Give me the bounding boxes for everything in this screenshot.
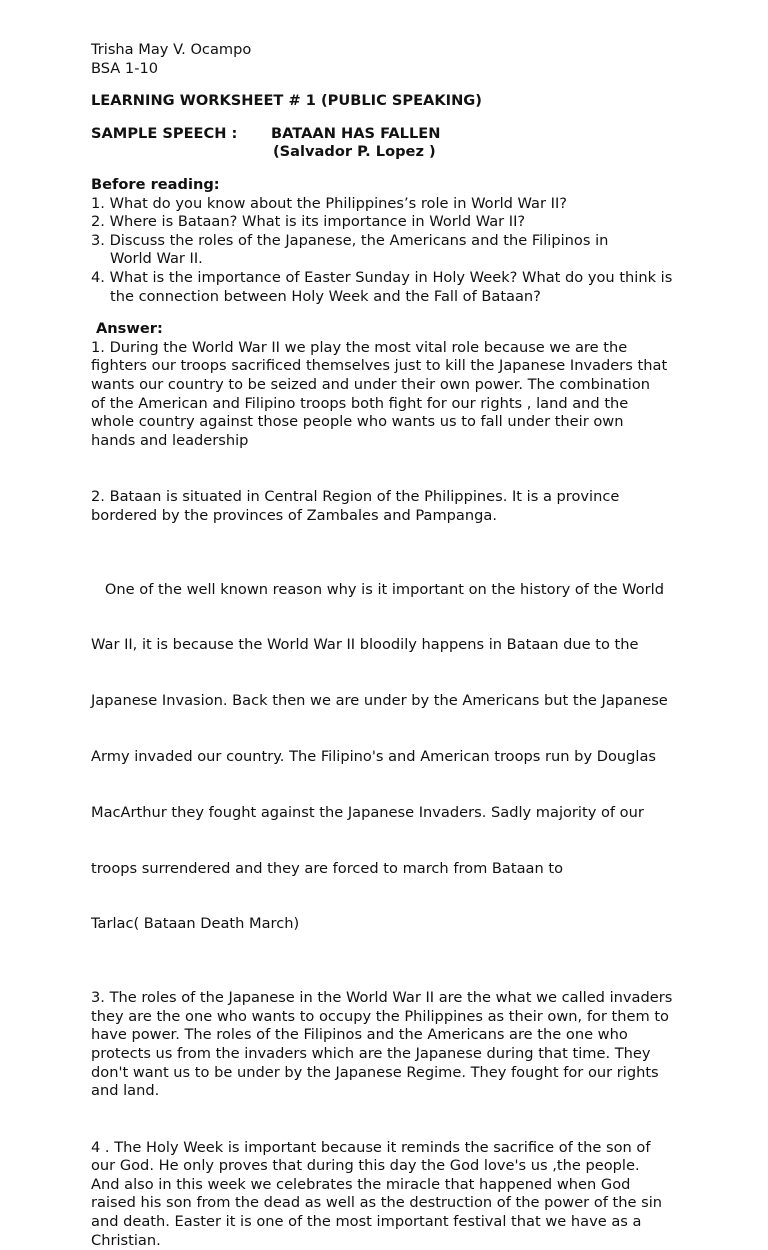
question-1: 1. What do you know about the Philippines’s role in World War II? [91,194,567,212]
answer-2-paragraph-1 [91,488,731,525]
answer-4-line: And also in this week we celebrates the miracle that happened when God [91,1175,631,1193]
sample-speech-label: SAMPLE SPEECH : [91,124,238,142]
answer-section [91,320,731,1250]
answer-heading: Answer: [96,320,163,338]
answer-1-line: wants our country to be seized and under their own power. The combination [91,375,651,393]
answer-1-line: of the American and Filipino troops both fight for our rights , land and the [91,394,629,412]
answer-3-line: and land. [91,1082,160,1100]
answer-1-line: 1. During the World War II we play the most vital role because we are the [91,338,628,356]
answer-2-line: Japanese Invasion. Back then we are under by the Americans but the Japanese [91,692,668,710]
answer-3-line: 3. The roles of the Japanese in the World War II are the what we called invaders [91,989,673,1007]
question-2: 2. Where is Bataan? What is its importance in World War II? [91,213,526,231]
answer-1-line: whole country against those people who wants us to fall under their own [91,413,624,431]
answer-2-line: Army invaded our country. The Filipino's and American troops run by Douglas [91,748,657,765]
answer-2-line: One of the well known reason why is it important on the history of the World [91,580,664,598]
question-4-line-1: 4. What is the importance of Easter Sunday in Holy Week? What do you think is [91,268,673,286]
question-3-line-2: World War II. [110,250,203,268]
answer-1-line: fighters our troops sacrificed themselves just to kill the Japanese Invaders that [91,357,668,375]
answer-3-line: they are the one who wants to occupy the Philippines as their own, for them to [91,1007,669,1025]
answer-4-line: and death. Easter it is one of the most important festival that we have as a [91,1213,642,1231]
answer-1-line: hands and leadership [91,431,249,449]
answer-4-line: our God. He only proves that during this day the God love's us ,the people. [91,1157,640,1175]
question-4-line-2: the connection between Holy Week and the Fall of Bataan? [110,287,541,305]
answer-2-line: bordered by the provinces of Zambales and Pampanga. [91,506,497,524]
sample-speech-row [91,125,731,144]
student-name: Trisha May V. Ocampo [91,41,252,58]
question-3-line-1: 3. Discuss the roles of the Japanese, the Americans and the Filipinos in [91,231,609,249]
answer-4-line: Christian. [91,1231,161,1249]
answer-2-line: troops surrendered and they are forced to march from Bataan to [91,859,564,877]
speech-title: BATAAN HAS FALLEN [271,124,441,142]
answer-2-line: Tarlac( Bataan Death March) [91,915,300,933]
answer-3-line: don't want us to be under by the Japanese Regime. They fought for our rights [91,1063,659,1081]
worksheet-page [91,41,731,1250]
before-reading-heading: Before reading: [91,175,220,193]
worksheet-title: LEARNING WORKSHEET # 1 (PUBLIC SPEAKING) [91,92,482,110]
before-reading-section [91,176,731,306]
answer-2-line: MacArthur they fought against the Japanese Invaders. Sadly majority of our [91,803,644,821]
answer-2-line: 2. Bataan is situated in Central Region of the Philippines. It is a province [91,488,620,506]
answer-2-paragraph-2 [91,543,731,971]
speech-author: (Salvador P. Lopez ) [273,143,436,161]
student-section: BSA 1-10 [91,59,159,77]
answer-4-paragraph [91,1139,731,1250]
answer-3-paragraph [91,989,731,1101]
answer-4-line: 4 . The Holy Week is important because it reminds the sacrifice of the son of [91,1138,651,1156]
answer-1-paragraph [91,339,731,451]
answer-2-line: War II, it is because the World War II bloodily happens in Bataan due to the [91,636,639,654]
answer-3-line: have power. The roles of the Filipinos and the Americans are the one who [91,1026,628,1044]
answer-4-line: raised his son from the dead as well as the destruction of the power of the sin [91,1194,663,1212]
answer-3-line: protects us from the invaders which are the Japanese during that time. They [91,1044,651,1062]
